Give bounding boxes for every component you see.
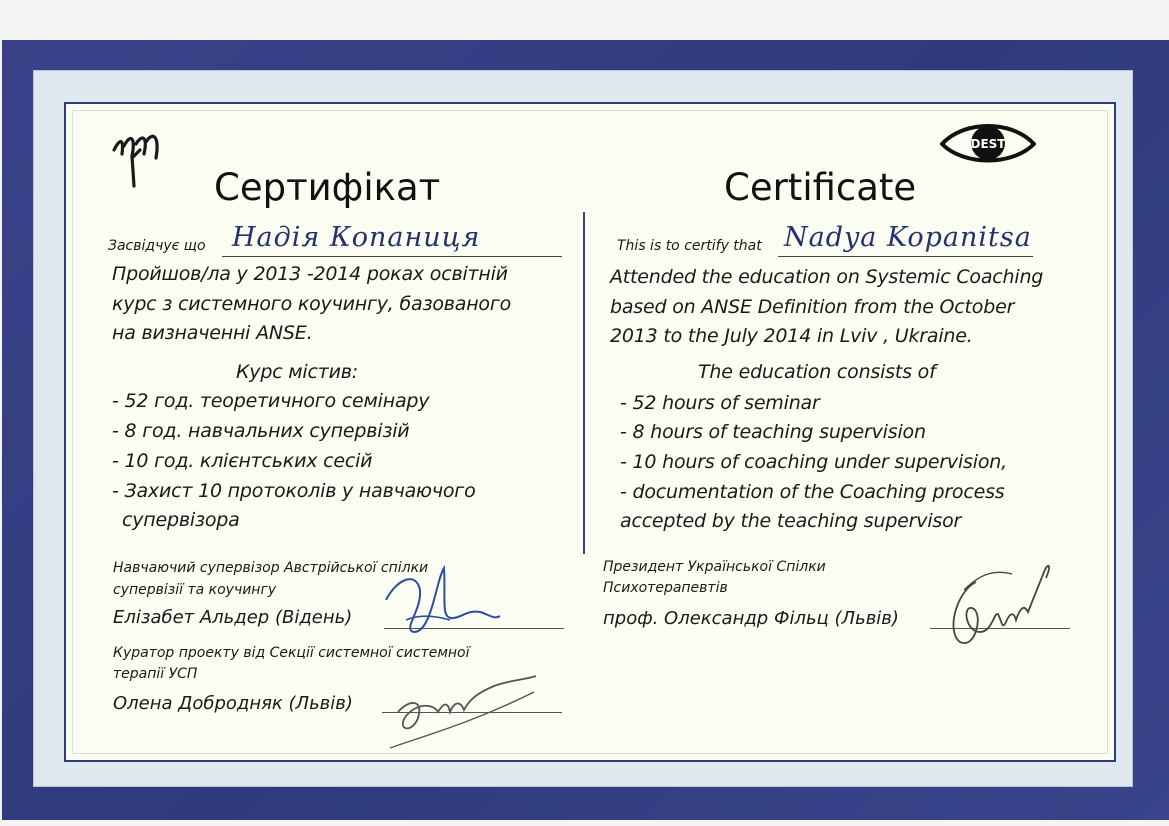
recipient-name-english: Nadya Kopanitsa bbox=[784, 222, 1032, 253]
ussp-logo bbox=[110, 128, 170, 190]
signer2-role-line-1: Куратор проекту від Секції системної системної bbox=[113, 645, 470, 661]
dest-eye-logo bbox=[940, 118, 1036, 168]
body-line-ukrainian-2: курс з системного коучингу, базованого bbox=[112, 293, 512, 315]
course-item-english-3: - 10 hours of coaching under supervision, bbox=[620, 451, 1007, 473]
course-heading-english: The education consists of bbox=[698, 361, 936, 383]
body-line-ukrainian-3: на визначенні ANSE. bbox=[112, 322, 313, 344]
course-item-ukrainian-1: - 52 год. теоретичного семінару bbox=[112, 390, 430, 412]
body-line-english-1: Attended the education on Systemic Coaching bbox=[610, 266, 1044, 288]
course-item-english-5: accepted by the teaching supervisor bbox=[620, 510, 962, 532]
signer3-role-line-1: Президент Української Спілки bbox=[603, 559, 826, 575]
course-item-english-1: - 52 hours of seminar bbox=[620, 392, 820, 414]
certify-label-ukrainian: Засвідчує що bbox=[108, 238, 206, 254]
course-heading-ukrainian: Курс містив: bbox=[236, 361, 358, 383]
body-line-english-2: based on ANSE Definition from the October bbox=[610, 296, 1015, 318]
course-item-english-2: - 8 hours of teaching supervision bbox=[620, 421, 926, 443]
column-divider bbox=[583, 212, 585, 554]
signer2-signature bbox=[384, 672, 544, 754]
recipient-name-ukrainian: Надія Копаниця bbox=[232, 222, 481, 253]
recipient-underline-ukrainian bbox=[222, 256, 562, 257]
course-item-ukrainian-4: - Захист 10 протоколів у навчаючого bbox=[112, 480, 476, 502]
course-item-ukrainian-5: супервізора bbox=[122, 509, 240, 531]
signer3-signature bbox=[936, 552, 1056, 670]
signer3-role-line-2: Психотерапевтів bbox=[603, 580, 728, 596]
signer2-role-line-2: терапії УСП bbox=[113, 666, 198, 682]
signer1-signature bbox=[376, 560, 506, 644]
body-line-english-3: 2013 to the July 2014 in Lviv , Ukraine. bbox=[610, 325, 973, 347]
course-item-ukrainian-3: - 10 год. клієнтських сесій bbox=[112, 450, 373, 472]
signer1-name: Елізабет Альдер (Відень) bbox=[113, 607, 353, 628]
title-ukrainian: Сертифікат bbox=[214, 166, 441, 209]
dest-logo-text: DEST bbox=[970, 137, 1006, 151]
signer3-name: проф. Олександр Фільц (Львів) bbox=[603, 608, 899, 629]
course-item-english-4: - documentation of the Coaching process bbox=[620, 481, 1005, 503]
signer1-role-line-1: Навчаючий супервізор Австрійської спілки bbox=[113, 560, 429, 576]
title-english: Certificate bbox=[724, 166, 917, 209]
recipient-underline-english bbox=[778, 256, 1033, 257]
signer2-name: Олена Добродняк (Львів) bbox=[113, 693, 353, 714]
signer1-role-line-2: супервізії та коучингу bbox=[113, 582, 277, 598]
body-line-ukrainian-1: Пройшов/ла у 2013 -2014 роках освітній bbox=[112, 263, 508, 285]
certify-label-english: This is to certify that bbox=[617, 238, 762, 254]
course-item-ukrainian-2: - 8 год. навчальних супервізій bbox=[112, 420, 410, 442]
